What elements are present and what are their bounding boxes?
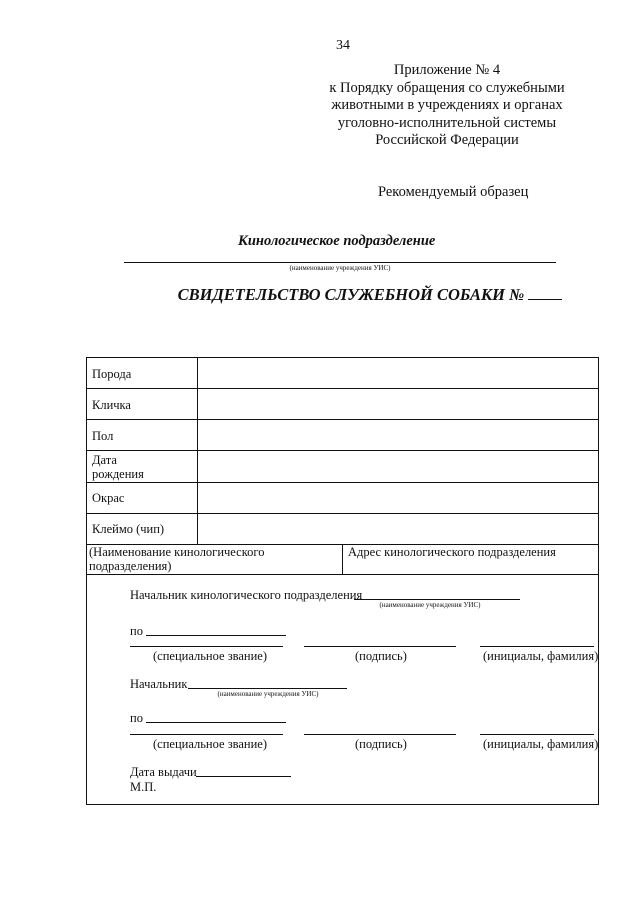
head-unit-line[interactable]	[354, 599, 520, 600]
signature-caption-2: (подпись)	[355, 737, 407, 751]
appendix-line-1: Приложение № 4	[393, 62, 501, 78]
brand-label: Клеймо (чип)	[92, 522, 165, 536]
head-unit-label: Начальник кинологического подразделения	[130, 588, 363, 602]
unit-column-divider	[342, 544, 343, 574]
dog-name-label: Кличка	[92, 398, 131, 412]
certificate-title	[150, 285, 590, 305]
appendix-line-3: животными в учреждениях и органах	[331, 97, 563, 113]
initials-caption-2: (инициалы, фамилия)	[483, 737, 599, 751]
issue-date-label: Дата выдачи	[130, 765, 197, 779]
chief-label: Начальник	[130, 677, 188, 691]
rank-caption-1: (специальное звание)	[153, 649, 268, 663]
head-unit-caption: (наименование учреждения УИС)	[379, 601, 481, 609]
po-line-1[interactable]	[146, 635, 286, 636]
color-field[interactable]	[199, 484, 597, 512]
sample-label: Рекомендуемый образец	[378, 184, 529, 200]
po-label-1: по	[130, 624, 143, 638]
rank-caption-2: (специальное звание)	[153, 737, 268, 751]
unit-name-line	[124, 262, 556, 263]
color-label: Окрас	[92, 491, 125, 505]
brand-field[interactable]	[199, 515, 597, 543]
breed-label: Порода	[92, 367, 132, 381]
birth-date-label-line-1: Дата	[92, 453, 117, 467]
breed-field[interactable]	[199, 359, 597, 387]
po-label-2: по	[130, 711, 143, 725]
unit-name-cell-line-2: подразделения)	[89, 559, 172, 573]
certificate-number-blank[interactable]	[528, 285, 562, 300]
unit-name: Кинологическое подразделение	[238, 233, 436, 249]
chief-line[interactable]	[188, 688, 347, 689]
initials-line-1[interactable]	[480, 646, 594, 647]
signature-line-1[interactable]	[304, 646, 456, 647]
initials-caption-1: (инициалы, фамилия)	[483, 649, 599, 663]
birth-date-label	[92, 453, 144, 481]
unit-address-cell: Адрес кинологического подразделения	[348, 545, 556, 559]
issue-date-line[interactable]	[196, 776, 291, 777]
row-divider	[86, 450, 599, 451]
chief-caption: (наименование учреждения УИС)	[217, 690, 319, 698]
rank-line-2[interactable]	[130, 734, 283, 735]
signature-line-2[interactable]	[304, 734, 456, 735]
row-divider	[86, 574, 599, 575]
appendix-line-4: уголовно-исполнительной системы	[337, 114, 557, 131]
unit-name-caption: (наименование учреждения УИС)	[289, 264, 391, 272]
row-divider	[86, 482, 599, 483]
rank-line-1[interactable]	[130, 646, 283, 647]
birth-date-label-line-2: рождения	[92, 467, 144, 481]
unit-name-cell-line-1: (Наименование кинологического	[89, 545, 265, 559]
appendix-line-2: к Порядку обращения со служебными	[329, 79, 565, 96]
initials-line-2[interactable]	[480, 734, 594, 735]
row-divider	[86, 388, 599, 389]
sex-label: Пол	[92, 429, 114, 443]
row-divider	[86, 513, 599, 514]
certificate-title-text: СВИДЕТЕЛЬСТВО СЛУЖЕБНОЙ СОБАКИ №	[177, 285, 525, 304]
page-number: 34	[336, 38, 350, 53]
appendix-line-5: Российской Федерации	[375, 132, 519, 148]
sex-field[interactable]	[199, 421, 597, 449]
appendix-header	[300, 62, 594, 150]
signature-caption-1: (подпись)	[355, 649, 407, 663]
po-line-2[interactable]	[146, 722, 286, 723]
row-divider	[86, 419, 599, 420]
stamp-label: М.П.	[130, 780, 157, 794]
dog-name-field[interactable]	[199, 390, 597, 418]
unit-name-cell	[89, 545, 264, 573]
birth-date-field[interactable]	[199, 452, 597, 481]
